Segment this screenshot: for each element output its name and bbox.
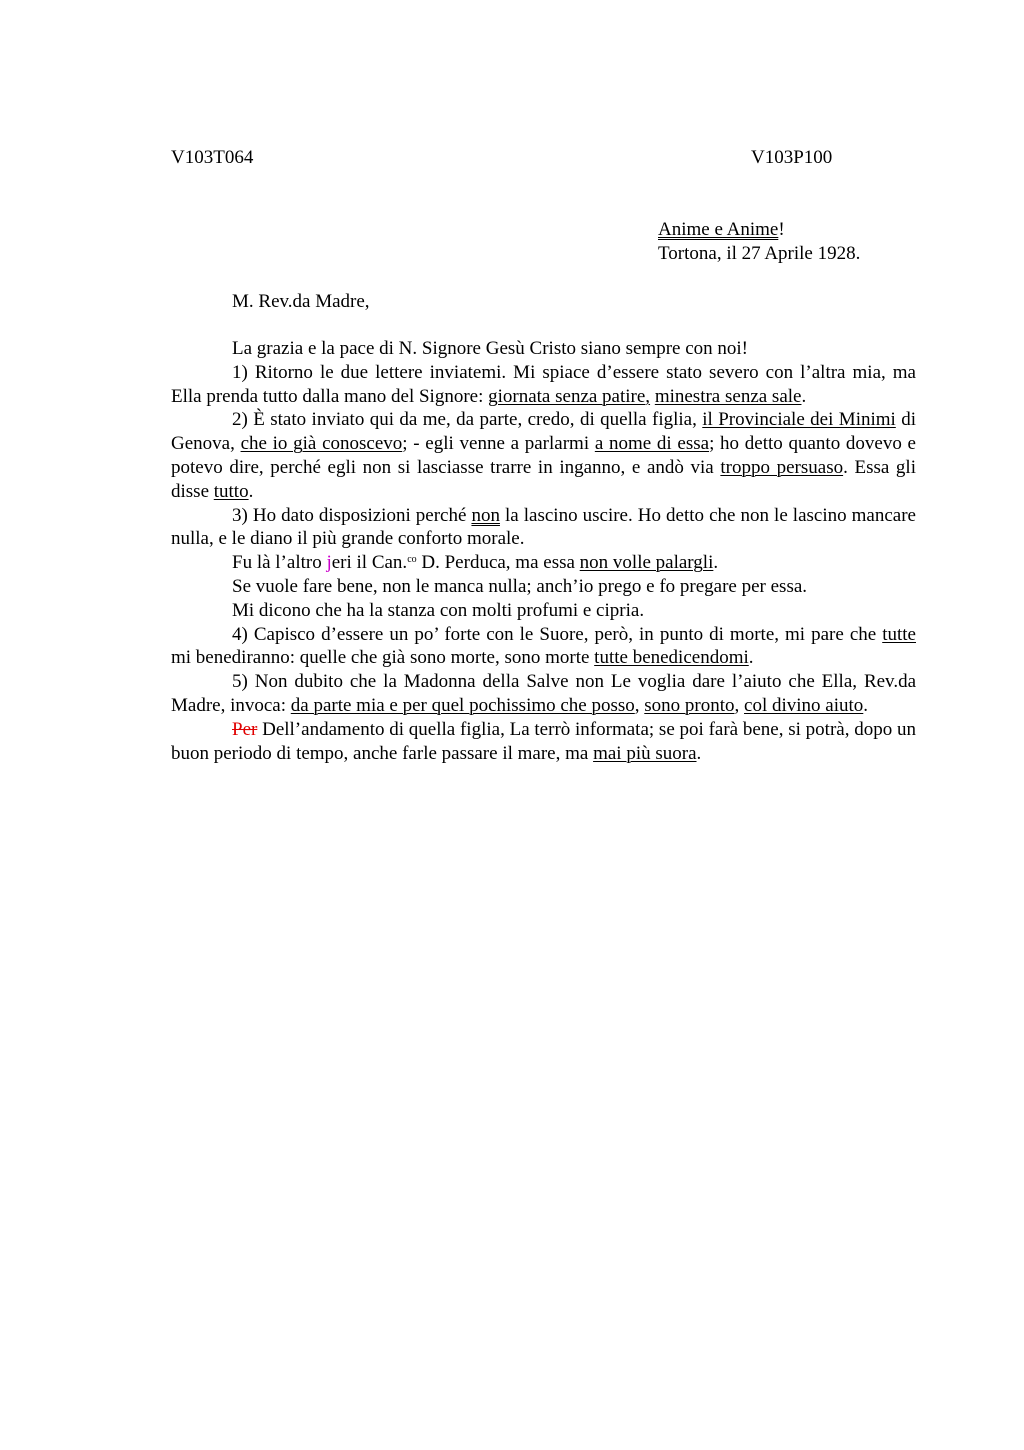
superscript: co [407, 554, 417, 566]
text: . [696, 742, 702, 764]
text: 5) Non dubito che la Madonna della Salve non Le voglia dare l’aiuto che Ella, Rev.da Madre, invoca: [171, 671, 916, 716]
text: , [634, 694, 645, 716]
text: . [863, 694, 869, 716]
double-underlined-text: non [471, 504, 500, 526]
text: D. Perduca, ma essa [416, 552, 580, 574]
paragraph-3 [171, 504, 916, 552]
paragraph-4 [171, 623, 916, 671]
paragraph-3b [171, 551, 916, 575]
text: . [748, 647, 754, 669]
paragraph-5 [171, 670, 916, 718]
text: ; ho detto quanto dovevo e potevo dire, perché egli non si lasciasse trarre in inganno, e andò via [171, 433, 916, 478]
underlined-text: a nome di essa [594, 433, 710, 455]
paragraph-3d: Mi dicono che ha la stanza con molti profumi e cipria. [232, 599, 645, 621]
underlined-text: tutte [882, 623, 916, 645]
underlined-text: col divino aiuto [744, 694, 864, 716]
paragraph-6 [171, 718, 916, 766]
text: eri il Can. [331, 552, 408, 574]
text: . [801, 385, 807, 407]
paragraph-3c: Se vuole fare bene, non le manca nulla; anch’io prego e fo pregare per essa. [232, 575, 808, 597]
paragraph-greeting: La grazia e la pace di N. Signore Gesù Cristo siano sempre con noi! [232, 338, 749, 359]
text: , [734, 694, 745, 716]
text: 4) Capisco d’essere un po’ forte con le Suore, però, in punto di morte, mi pare che [232, 623, 883, 645]
underlined-text: mai più suora [593, 742, 697, 764]
deleted-word: Per [232, 718, 258, 740]
underlined-text: tutte benedicendomi [594, 647, 749, 669]
inserted-letter: j [326, 552, 332, 574]
letter-body [171, 337, 916, 765]
underlined-text: troppo persuaso [720, 456, 844, 478]
archive-code-right: V103P100 [751, 147, 833, 168]
text: . [713, 552, 719, 574]
text: . [248, 480, 254, 502]
text: 3) Ho dato disposizioni perché [232, 504, 472, 526]
underlined-text: il Provinciale dei Minimi [702, 409, 896, 431]
motto: Anime e Anime [658, 219, 779, 240]
text: ; - egli venne a parlarmi [402, 433, 595, 455]
text: . Essa gli disse [171, 456, 916, 502]
place-date: Tortona, il 27 Aprile 1928. [658, 243, 861, 264]
underlined-text: non volle palargli [579, 552, 714, 574]
text: la lascino uscire. Ho detto che non le lascino mancare nulla, e le diano il più grande conforto morale. [171, 504, 916, 550]
text: Fu là l’altro [232, 552, 327, 574]
text: mi benediranno: quelle che già sono morte, sono morte [171, 647, 595, 669]
motto-punct: ! [778, 219, 785, 240]
letter-heading [658, 218, 860, 266]
motto-line [658, 218, 860, 242]
salutation: M. Rev.da Madre, [232, 291, 370, 312]
paragraph-1 [171, 361, 916, 409]
paragraph-2 [171, 408, 916, 503]
underlined-text: che io già conoscevo [240, 433, 403, 455]
underlined-text: da parte mia e per quel pochissimo che posso [290, 694, 635, 716]
archive-code-left: V103T064 [171, 147, 254, 168]
underlined-text: minestra senza sale [654, 385, 802, 407]
text: 1) Ritorno le due lettere inviatemi. Mi spiace d’essere stato severo con l’altra mia, ma Ella prenda tutto dalla mano del Signore: [171, 361, 916, 407]
text: di Genova, [171, 409, 917, 455]
underlined-text: giornata senza patire, [488, 385, 651, 407]
underlined-text: sono pronto [644, 694, 735, 716]
text: 2) È stato inviato qui da me, da parte, credo, di quella figlia, [232, 409, 703, 431]
underlined-text: tutto [213, 480, 249, 502]
text: Dell’andamento di quella figlia, La terrò informata; se poi farà bene, si potrà, dopo un buon periodo di tempo, anche farle passare il mare, ma [171, 718, 916, 764]
